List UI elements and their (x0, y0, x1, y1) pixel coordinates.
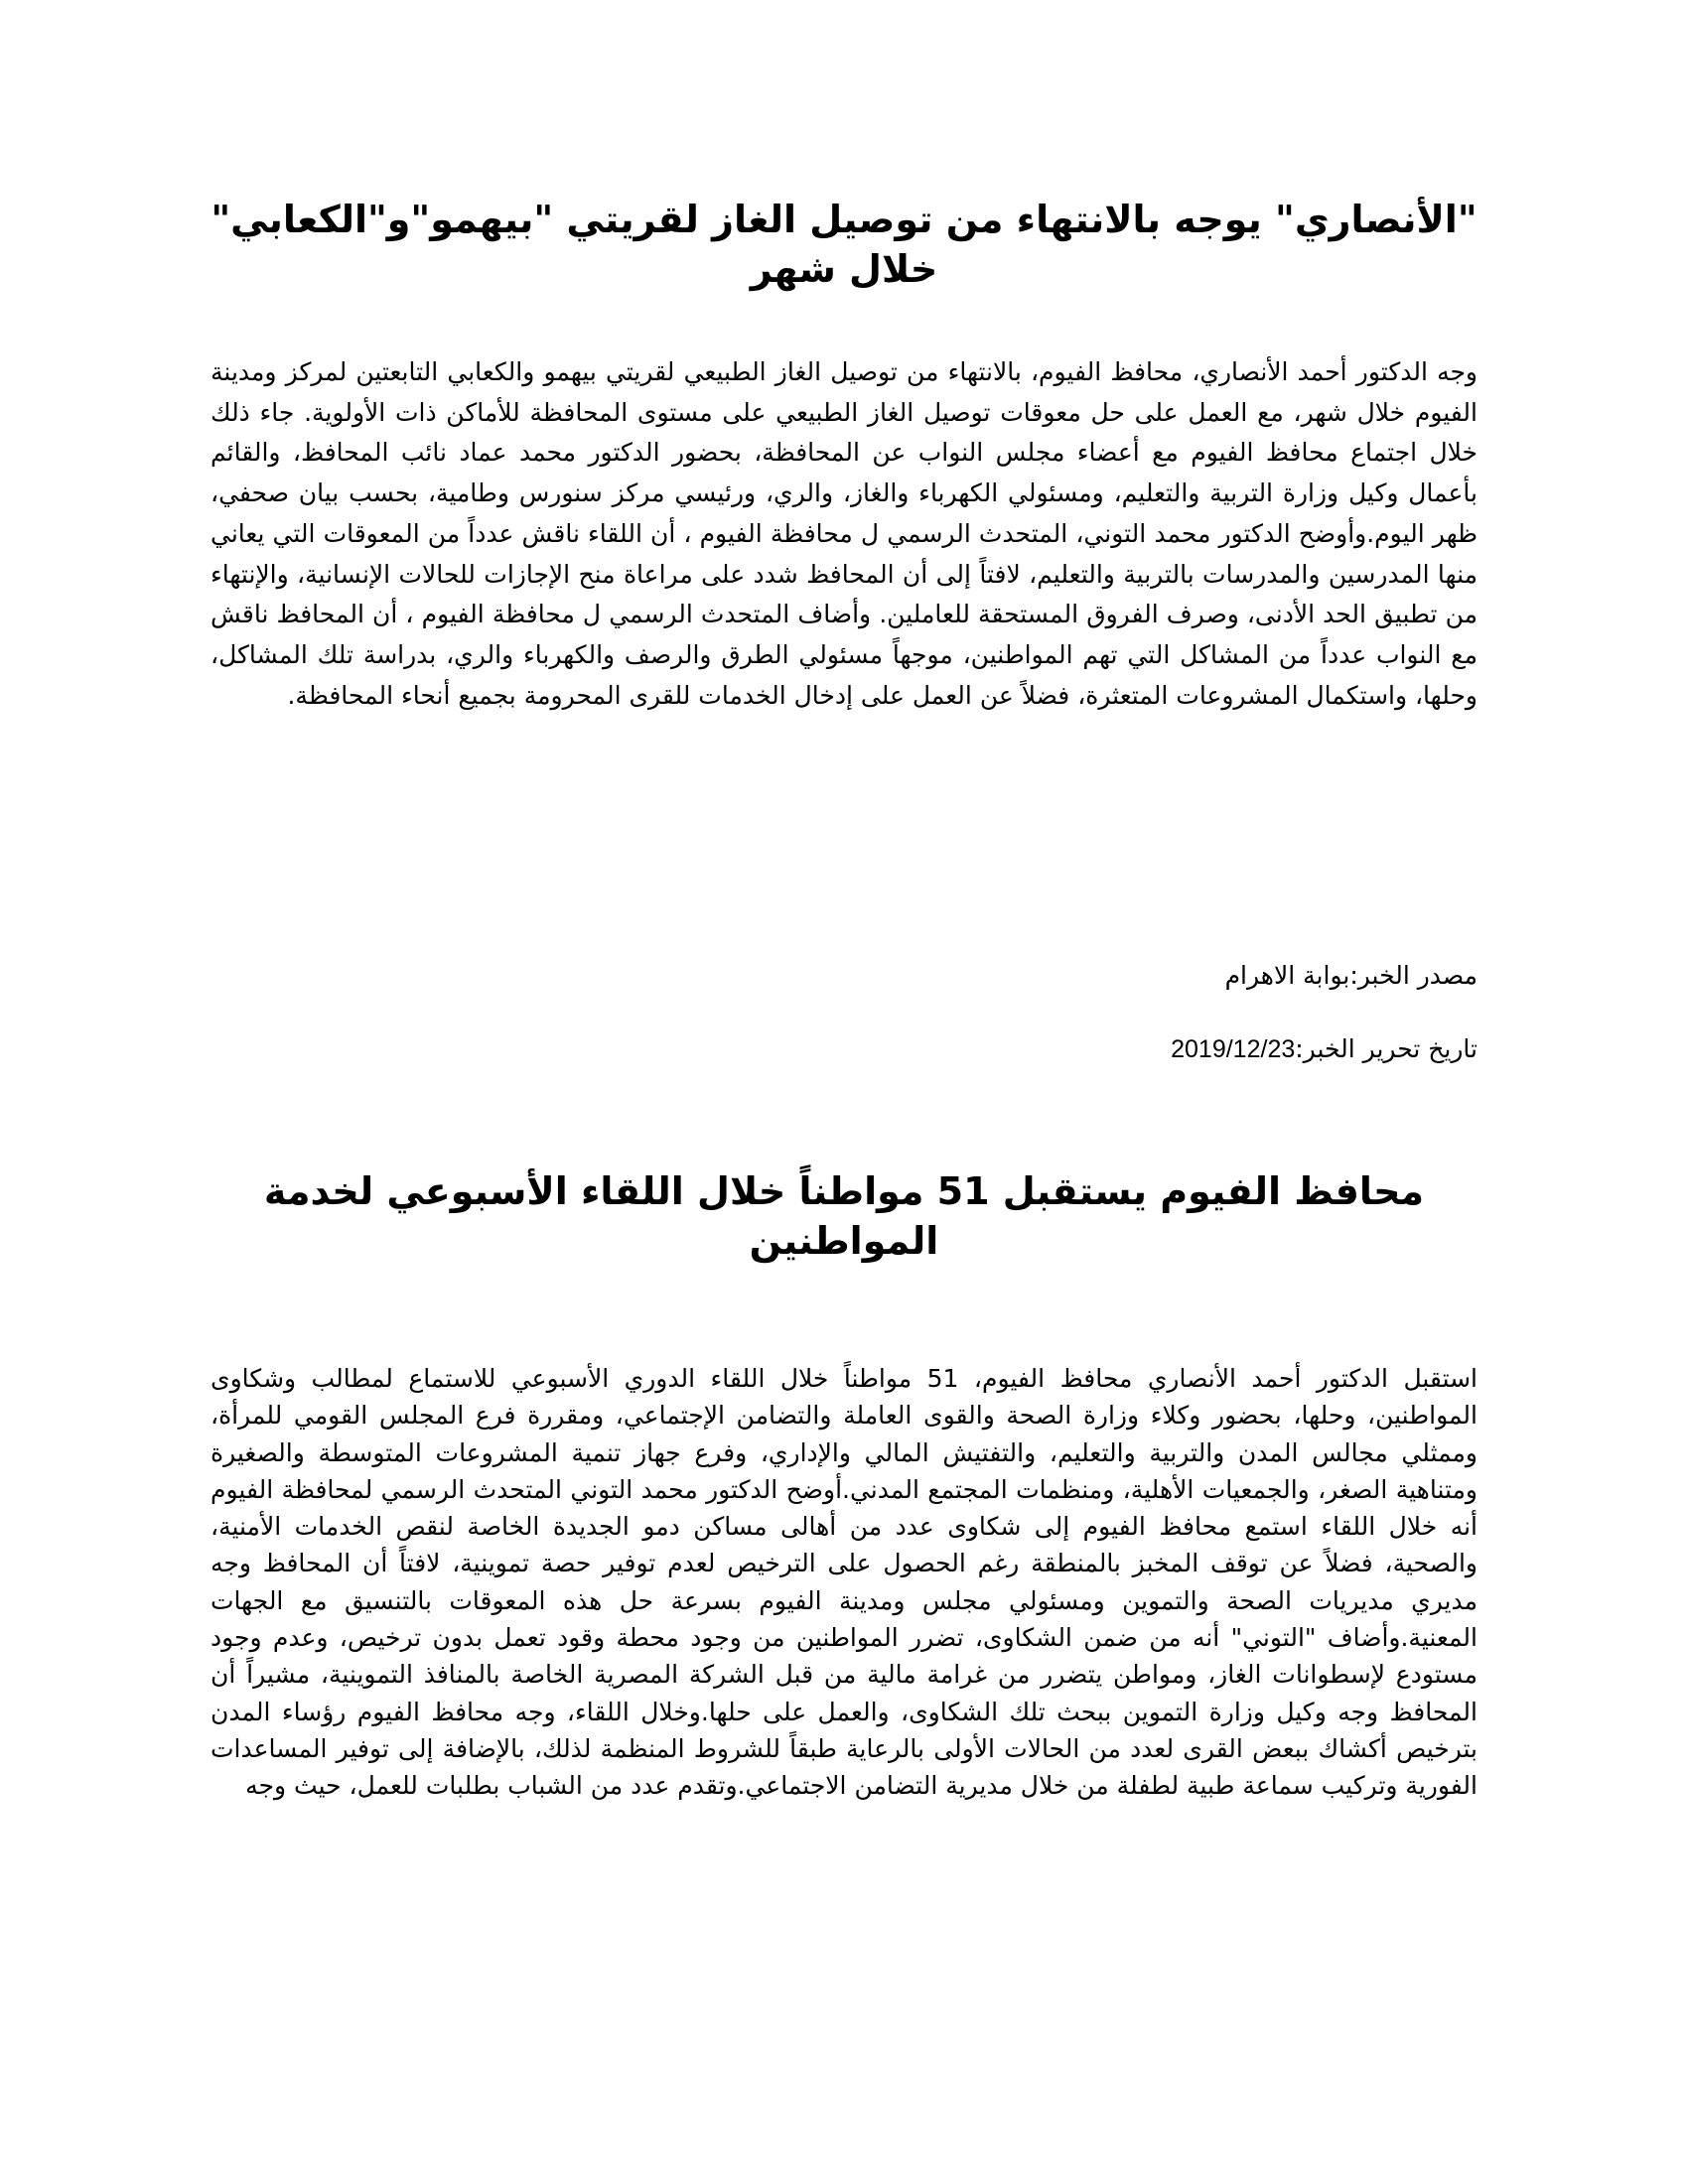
news-date-line (1171, 1032, 1477, 1066)
article-body: استقبل الدكتور أحمد الأنصاري محافظ الفيوم، 51 مواطناً خلال اللقاء الدوري الأسبوعي للاستماع لمطالب وشكاوى المواطنين، وحلها، بحضور وكلاء وزارة الصحة والقوى العاملة والتضامن الإجتماعي، ومقررة فرع المجلس القومي للمرأة، وممثلي مجالس المدن والتربية والتعليم، والتفتيش المالي والإداري، وفرع جهاز تنمية المشروعات المتوسطة والصغيرة ومتناهية الصغر، والجمعيات الأهلية، ومنظمات المجتمع المدني.أوضح الدكتور محمد التوني المتحدث الرسمي لمحافظة الفيوم أنه خلال اللقاء استمع محافظ الفيوم إلى شكاوى عدد من أهالى مساكن دمو الجديدة الخاصة لنقص الخدمات الأمنية، والصحية، فضلاً عن توقف المخبز بالمنطقة رغم الحصول على الترخيص لعدم توفير حصة تموينية، لافتاً أن المحافظ وجه مديري مديريات الصحة والتموين ومسئولي مجلس ومدينة الفيوم بسرعة حل هذه المعوقات بالتنسيق مع الجهات المعنية.وأضاف "التوني" أنه من ضمن الشكاوى، تضرر المواطنين من وجود محطة وقود تعمل بدون ترخيص، وعدم وجود مستودع لإسطوانات الغاز، ومواطن يتضرر من غرامة مالية من قبل الشركة المصرية الخاصة بالمنافذ التموينية، مشيراً أن المحافظ وجه وكيل وزارة التموين ببحث تلك الشكاوى، والعمل على حلها.وخلال اللقاء، وجه محافظ الفيوم رؤساء المدن بترخيص أكشاك ببعض القرى لعدد من الحالات الأولى بالرعاية طبقاً للشروط المنظمة لذلك، بالإضافة إلى توفير المساعدات الفورية وتركيب سماعة طبية لطفلة من خلال مديرية التضامن الاجتماعي.وتقدم عدد من الشباب بطلبات للعمل، حيث وجه (211, 1364, 1478, 1801)
news-source-value: بوابة الاهرام (1224, 961, 1350, 990)
news-date-label: تاريخ تحرير الخبر: (1295, 1034, 1477, 1063)
news-source-label: مصدر الخبر: (1349, 961, 1477, 990)
article-body: وجه الدكتور أحمد الأنصاري، محافظ الفيوم، بالانتهاء من توصيل الغاز الطبيعي لقريتي بيهمو والكعابي التابعتين لمركز ومدينة الفيوم خلال شهر، مع العمل على حل معوقات توصيل الغاز الطبيعي على مستوى المحافظة للأماكن ذات الأولوية. جاء ذلك خلال اجتماع محافظ الفيوم مع أعضاء مجلس النواب عن المحافظة، بحضور الدكتور محمد عماد نائب المحافظ، والقائم بأعمال وكيل وزارة التربية والتعليم، ومسئولي الكهرباء والغاز، والري، ورئيسي مركز سنورس وطامية، بحسب بيان صحفي، ظهر اليوم.وأوضح الدكتور محمد التوني، المتحدث الرسمي ل محافظة الفيوم ، أن اللقاء ناقش عدداً من المعوقات التي يعاني منها المدرسين والمدرسات بالتربية والتعليم، لافتاً إلى أن المحافظ شدد على مراعاة منح الإجازات للحالات الإنسانية، والإنتهاء من تطبيق الحد الأدنى، وصرف الفروق المستحقة للعاملين. وأضاف المتحدث الرسمي ل محافظة الفيوم ، أن المحافظ ناقش مع النواب عدداً من المشاكل التي تهم المواطنين، موجهاً مسئولي الطرق والرصف والكهرباء والري، بدراسة تلك المشاكل، وحلها، واستكمال المشروعات المتعثرة، فضلاً عن العمل على إدخال الخدمات للقرى المحرومة بجميع أنحاء المحافظة. (211, 357, 1477, 710)
article-title: محافظ الفيوم يستقبل 51 مواطناً خلال اللقاء الأسبوعي لخدمة المواطنين (263, 1169, 1425, 1263)
article-title: "الأنصاري" يوجه بالانتهاء من توصيل الغاز لقريتي "بيهمو"و"الكعابي" خلال شهر (211, 198, 1477, 291)
news-source-line (1225, 959, 1477, 993)
news-date-value: 2019/12/23 (1171, 1035, 1296, 1063)
